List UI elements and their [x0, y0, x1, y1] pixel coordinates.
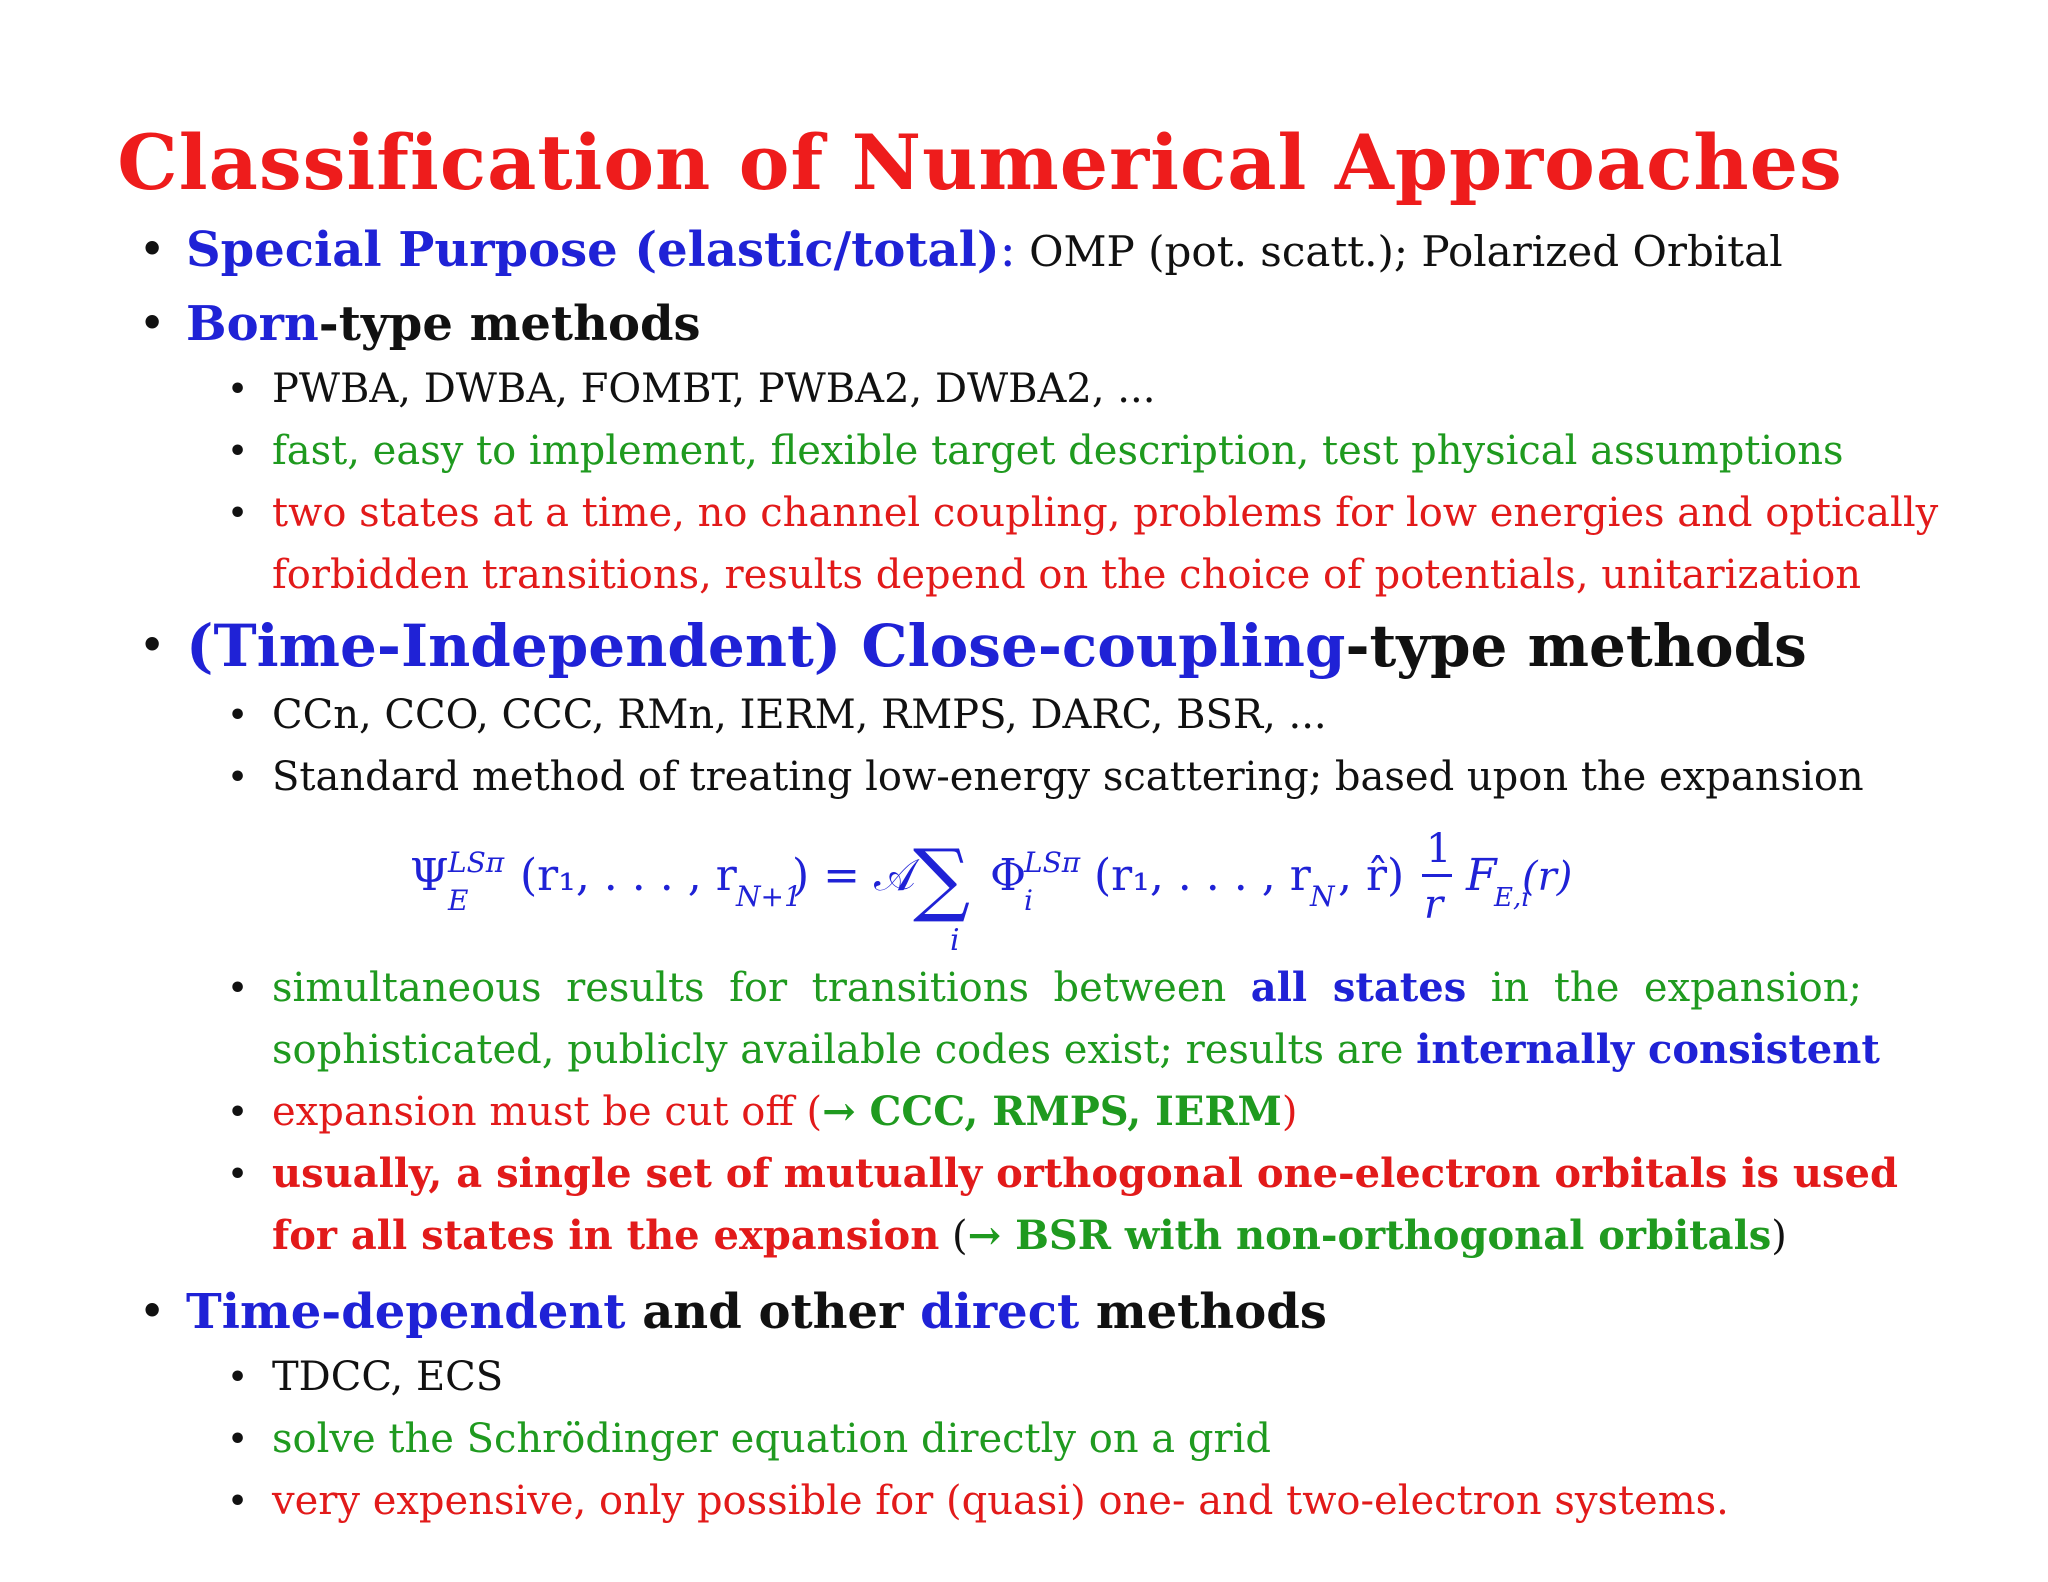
cc-item-simultaneous	[228, 964, 1862, 1011]
bullet-time-dependent	[140, 1284, 1327, 1340]
bullet-dot: •	[140, 1288, 165, 1333]
born-heading-black: -type methods	[318, 296, 701, 352]
cc-item-text: CCn, CCO, CCC, RMn, IERM, RMPS, DARC, BSR, ...	[272, 692, 1327, 738]
cc-orth-open: (	[939, 1213, 968, 1259]
cc-sim-text-c: in the expansion;	[1466, 965, 1862, 1011]
bullet-special-purpose	[140, 222, 1783, 278]
born-item-text: two states at a time, no channel coupling, problems for low energies and optically	[272, 490, 1939, 536]
cc-item-simultaneous-continued	[272, 1026, 1880, 1073]
td-heading-black-1: and other	[625, 1284, 921, 1340]
cc-item-methods	[228, 692, 1327, 738]
cc-cut-methods: → CCC, RMPS, IERM	[822, 1088, 1282, 1135]
cc-orth-close: )	[1771, 1213, 1787, 1259]
td-item-expensive	[228, 1478, 1729, 1524]
born-item-text: fast, easy to implement, flexible target description, test physical assumptions	[272, 428, 1844, 474]
bullet-dot: •	[228, 1157, 248, 1192]
formula-frac-num: 1	[1426, 826, 1452, 872]
cc-sim-text-a: simultaneous results for transitions between	[272, 965, 1251, 1011]
cc-cut-text: expansion must be cut off (	[272, 1089, 823, 1135]
formula-phi: Φ	[990, 850, 1027, 901]
cc-item-cutoff	[228, 1088, 1297, 1135]
td-item-text: very expensive, only possible for (quasi) one- and two-electron systems.	[272, 1478, 1729, 1524]
formula-phi-sub2: N	[1310, 880, 1335, 913]
bullet-dot: •	[228, 1484, 248, 1519]
cc-item-standard	[228, 754, 1864, 800]
formula-psi: Ψ	[410, 850, 449, 901]
bullet-close-coupling	[140, 612, 1807, 680]
formula-psi-sub: E	[448, 884, 469, 917]
cc-orth-line2-text: for all states in the expansion	[272, 1212, 940, 1259]
cc-orth-bsr: → BSR with non-orthogonal orbitals	[967, 1212, 1772, 1259]
td-item-methods	[228, 1354, 503, 1400]
formula-F: F	[1466, 850, 1497, 901]
td-heading-blue-2: direct	[920, 1284, 1080, 1340]
formula-sum-sign: ∑	[913, 832, 971, 925]
cc-sim-line2-text: sophisticated, publicly available codes exist; results are	[272, 1027, 1417, 1073]
formula-psi-sup: LSπ	[448, 846, 505, 879]
td-heading-black-2: methods	[1079, 1284, 1327, 1340]
born-item-methods	[228, 366, 1155, 412]
special-purpose-text: OMP (pot. scatt.); Polarized Orbital	[1015, 227, 1783, 276]
formula-phi-args: (r₁, . . . , r	[1094, 850, 1311, 901]
close-coupling-expansion-formula	[410, 810, 1573, 960]
bullet-dot: •	[140, 622, 165, 667]
cc-cut-close: )	[1281, 1089, 1298, 1135]
born-heading-blue: Born	[186, 296, 319, 352]
bullet-dot: •	[228, 434, 248, 469]
formula-F-arg: (r)	[1522, 854, 1573, 900]
special-colon: :	[999, 222, 1016, 278]
cc-heading-black: -type methods	[1345, 612, 1807, 680]
bullet-dot: •	[228, 496, 248, 531]
bullet-dot: •	[228, 698, 248, 733]
cc-item-orthogonal-continued	[272, 1212, 1787, 1259]
special-purpose-heading: Special Purpose (elastic/total)	[186, 222, 1000, 278]
formula-phi-sup: LSπ	[1024, 846, 1081, 879]
cc-orth-line1: usually, a single set of mutually orthogonal one-electron orbitals is used	[272, 1150, 1898, 1197]
born-item-cons	[228, 490, 1938, 536]
formula-sum-sub: i	[950, 923, 960, 958]
formula-frac-den: r	[1424, 882, 1444, 928]
bullet-dot: •	[140, 226, 165, 271]
formula-frac-bar	[1422, 874, 1452, 877]
bullet-born-type	[140, 296, 701, 352]
bullet-dot: •	[228, 1095, 248, 1130]
formula-phi-sub: i	[1024, 884, 1033, 917]
cc-item-orthogonal	[228, 1150, 1898, 1197]
page-title: Classification of Numerical Approaches	[117, 118, 1843, 207]
formula-F-sub: E,i	[1494, 883, 1530, 913]
bullet-dot: •	[228, 971, 248, 1006]
formula-lhs-sub: N+1	[736, 880, 802, 913]
td-item-text: TDCC, ECS	[272, 1354, 504, 1400]
cc-sim-all-states: all states	[1250, 964, 1467, 1011]
cc-item-text: Standard method of treating low-energy scattering; based upon the expansion	[272, 754, 1864, 800]
cc-heading-blue: (Time-Independent) Close-coupling	[186, 612, 1346, 680]
bullet-dot: •	[228, 1422, 248, 1457]
td-item-text: solve the Schrödinger equation directly on a grid	[272, 1416, 1271, 1462]
bullet-dot: •	[228, 372, 248, 407]
bullet-dot: •	[140, 300, 165, 345]
born-item-cons-continued: forbidden transitions, results depend on the choice of potentials, unitarization	[272, 552, 1862, 598]
cc-sim-internally-consistent: internally consistent	[1416, 1026, 1880, 1073]
bullet-dot: •	[228, 760, 248, 795]
bullet-dot: •	[228, 1360, 248, 1395]
formula-lhs-close: ) = 𝒜	[792, 850, 916, 901]
td-heading-blue-1: Time-dependent	[186, 1284, 626, 1340]
formula-phi-close: , r̂)	[1338, 850, 1405, 901]
td-item-grid	[228, 1416, 1271, 1462]
born-item-text: PWBA, DWBA, FOMBT, PWBA2, DWBA2, ...	[272, 366, 1156, 412]
formula-lhs-args: (r₁, . . . , r	[520, 850, 737, 901]
born-item-pros	[228, 428, 1844, 474]
